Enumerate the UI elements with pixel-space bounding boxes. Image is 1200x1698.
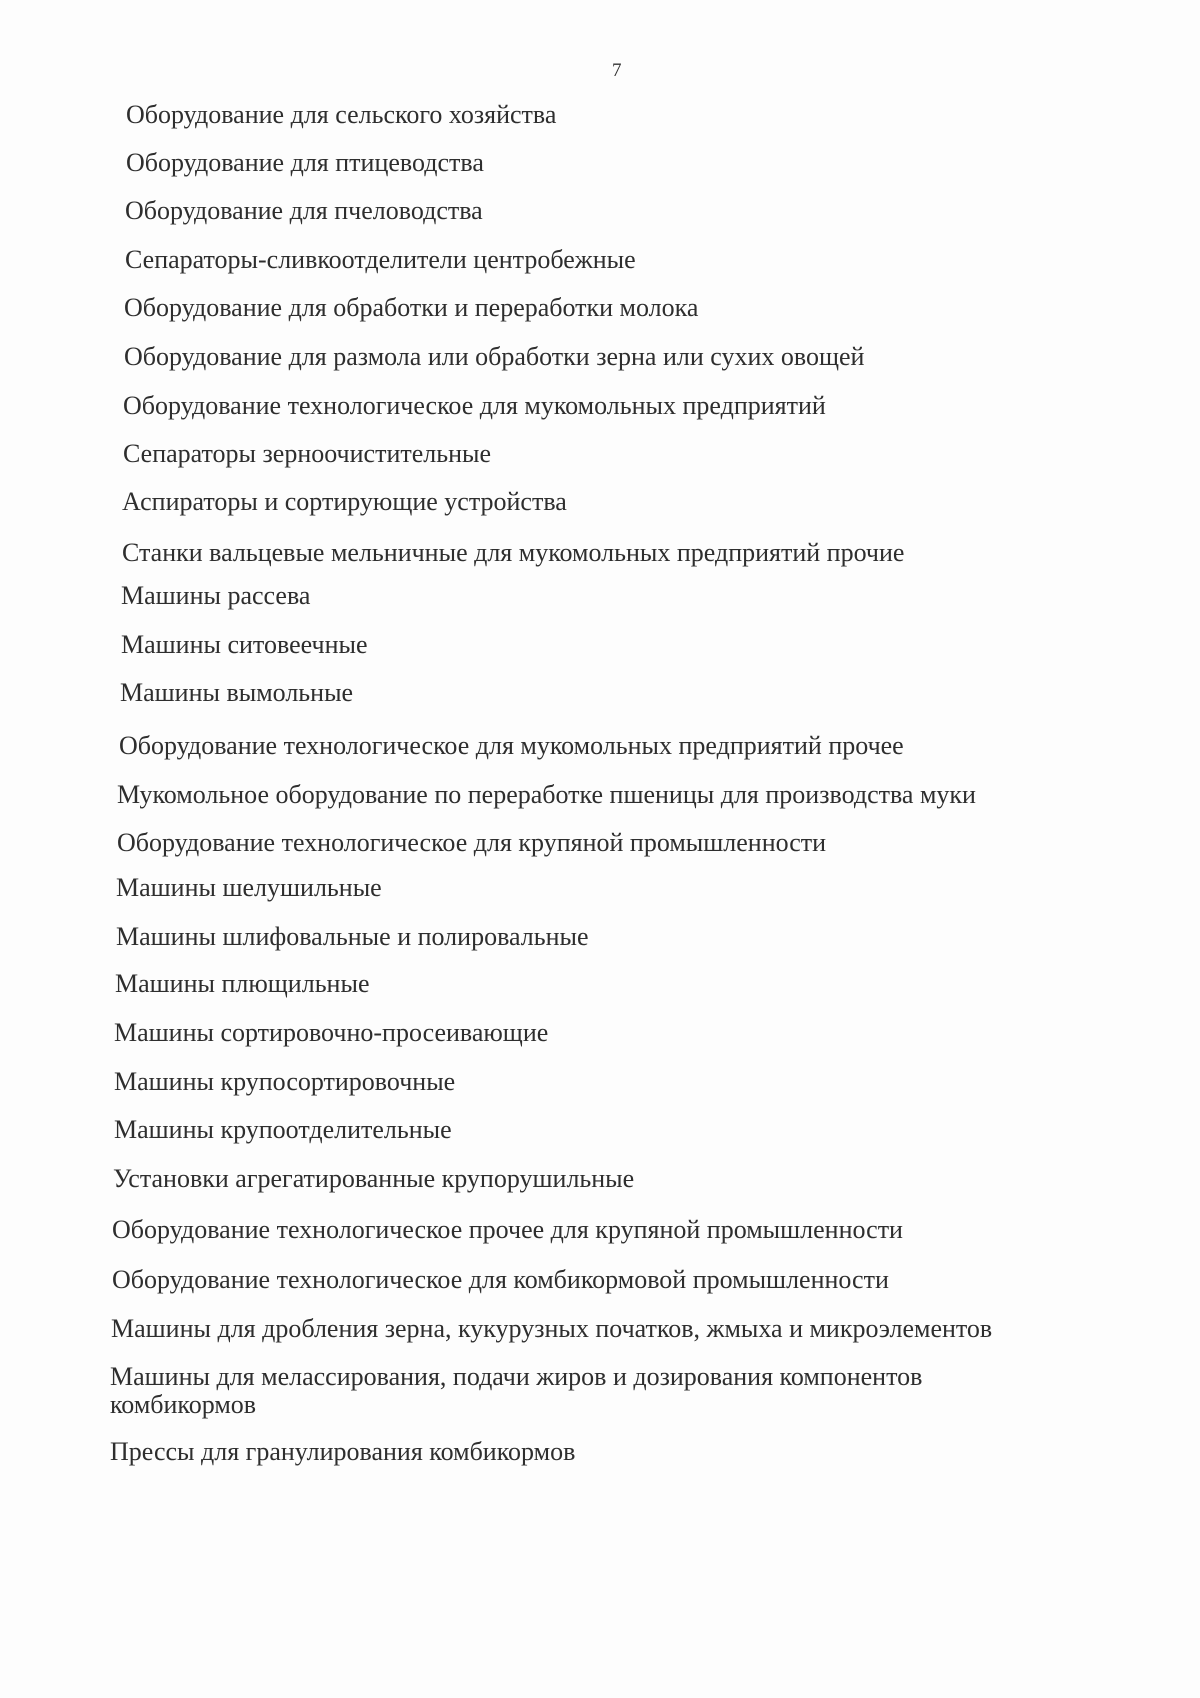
list-item: Установки агрегатированные крупорушильные	[113, 1164, 635, 1193]
list-item: Машины вымольные	[120, 678, 354, 707]
list-item: Станки вальцевые мельничные для мукомольных предприятий прочие	[122, 538, 905, 567]
list-item: Сепараторы-сливкоотделители центробежные	[125, 245, 636, 274]
list-item: Оборудование для птицеводства	[126, 148, 484, 177]
list-item: Оборудование технологическое для мукомольных предприятий	[123, 391, 826, 420]
list-item: Оборудование технологическое прочее для крупяной промышленности	[112, 1215, 903, 1244]
list-item: Оборудование для пчеловодства	[125, 196, 483, 225]
list-item: Машины сортировочно-просеивающие	[114, 1018, 549, 1047]
list-item: Оборудование технологическое для мукомольных предприятий прочее	[119, 731, 904, 760]
page-number: 7	[612, 60, 622, 81]
list-item: Машины шлифовальные и полировальные	[116, 922, 589, 951]
list-item: Прессы для гранулирования комбикормов	[110, 1437, 576, 1466]
list-item: Оборудование для размола или обработки зерна или сухих овощей	[124, 342, 865, 371]
list-item: Оборудование для обработки и переработки молока	[124, 293, 699, 322]
list-item: Оборудование технологическое для крупяной промышленности	[117, 828, 827, 857]
list-item: Машины рассева	[121, 581, 311, 610]
list-item: Мукомольное оборудование по переработке пшеницы для производства муки	[117, 780, 976, 809]
list-item: Машины для дробления зерна, кукурузных початков, жмыха и микроэлементов	[111, 1314, 993, 1343]
list-item: Машины ситовеечные	[121, 630, 368, 659]
list-item: Машины крупосортировочные	[114, 1067, 456, 1096]
list-item: Машины для мелассирования, подачи жиров и дозирования компонентов комбикормов	[110, 1362, 923, 1419]
list-item: Машины крупоотделительные	[114, 1115, 452, 1144]
list-item: Аспираторы и сортирующие устройства	[122, 487, 567, 516]
list-item: Машины плющильные	[115, 969, 370, 998]
list-item: Оборудование для сельского хозяйства	[126, 100, 557, 129]
list-item: Оборудование технологическое для комбикормовой промышленности	[112, 1265, 889, 1294]
list-item: Машины шелушильные	[116, 873, 382, 902]
list-item: Сепараторы зерноочистительные	[123, 439, 492, 468]
